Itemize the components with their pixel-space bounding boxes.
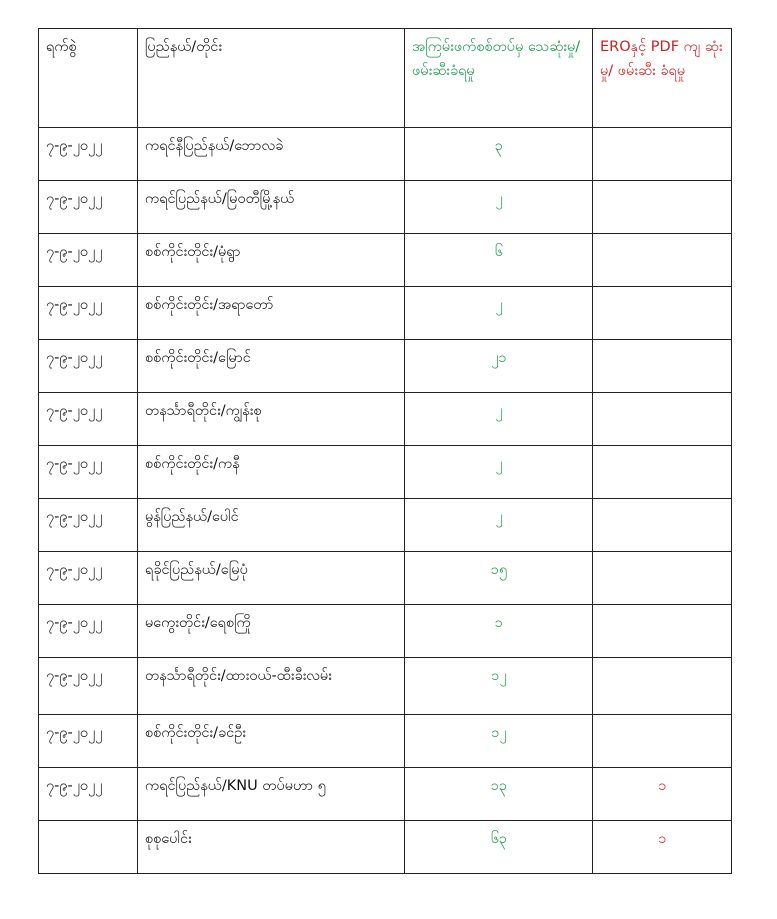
row-place: မွန်ပြည်နယ်/ပေါင်	[138, 499, 405, 552]
header-place: ပြည်နယ်/တိုင်း	[138, 29, 405, 128]
total-military-count: ၆၃	[405, 821, 593, 874]
row-military-count: ၁၂	[405, 715, 593, 768]
row-place: ရခိုင်ပြည်နယ်/မြေပုံ	[138, 552, 405, 605]
row-date: ၇-၉-၂၀၂၂	[39, 658, 138, 715]
row-ero-pdf-count	[593, 605, 732, 658]
row-ero-pdf-count	[593, 715, 732, 768]
table-row	[39, 499, 732, 552]
header-military-casualties: အကြမ်းဖက်စစ်တပ်မှ သေဆုံးမှု/ ဖမ်းဆီးခံရမှု	[405, 29, 593, 128]
row-ero-pdf-count	[593, 499, 732, 552]
row-date: ၇-၉-၂၀၂၂	[39, 446, 138, 499]
row-ero-pdf-count	[593, 552, 732, 605]
row-date: ၇-၉-၂၀၂၂	[39, 234, 138, 287]
row-date: ၇-၉-၂၀၂၂	[39, 287, 138, 340]
row-ero-pdf-count	[593, 340, 732, 393]
header-ero-pdf-casualties: EROနှင့် PDF ကျ ဆုံးမှု/ ဖမ်းဆီး ခံရမှု	[593, 29, 732, 128]
row-date: ၇-၉-၂၀၂၂	[39, 715, 138, 768]
casualty-report-table	[38, 28, 732, 874]
row-military-count: ၃	[405, 128, 593, 181]
row-place: စစ်ကိုင်းတိုင်း/ကနီ	[138, 446, 405, 499]
row-place: စစ်ကိုင်းတိုင်း/ခင်ဦး	[138, 715, 405, 768]
row-ero-pdf-count	[593, 287, 732, 340]
table-row	[39, 768, 732, 821]
row-military-count: ၁၃	[405, 768, 593, 821]
table-row	[39, 658, 732, 715]
row-date: ၇-၉-၂၀၂၂	[39, 552, 138, 605]
row-military-count: ၁၅	[405, 552, 593, 605]
total-ero-pdf-count: ၁	[593, 821, 732, 874]
row-place: ကရင်ပြည်နယ်/KNU တပ်မဟာ ၅	[138, 768, 405, 821]
header-row	[39, 29, 732, 128]
table-row	[39, 340, 732, 393]
row-place: စစ်ကိုင်းတိုင်း/အရာတော်	[138, 287, 405, 340]
row-date: ၇-၉-၂၀၂၂	[39, 340, 138, 393]
row-place: မကွေးတိုင်း/ရေစကြို	[138, 605, 405, 658]
row-ero-pdf-count	[593, 234, 732, 287]
row-date: ၇-၉-၂၀၂၂	[39, 393, 138, 446]
row-military-count: ၂	[405, 446, 593, 499]
row-place: တနင်္သာရီတိုင်း/ကျွန်းစု	[138, 393, 405, 446]
row-military-count: ၂၁	[405, 340, 593, 393]
table-row	[39, 234, 732, 287]
row-place: စစ်ကိုင်းတိုင်း/မြောင်	[138, 340, 405, 393]
row-ero-pdf-count	[593, 393, 732, 446]
row-ero-pdf-count	[593, 181, 732, 234]
row-ero-pdf-count	[593, 446, 732, 499]
total-date	[39, 821, 138, 874]
row-military-count: ၁၂	[405, 658, 593, 715]
table-row	[39, 446, 732, 499]
row-date: ၇-၉-၂၀၂၂	[39, 499, 138, 552]
row-place: တနင်္သာရီတိုင်း/ထားဝယ်-ထီးခီးလမ်း	[138, 658, 405, 715]
row-military-count: ၂	[405, 287, 593, 340]
table-row	[39, 287, 732, 340]
row-ero-pdf-count	[593, 128, 732, 181]
row-military-count: ၆	[405, 234, 593, 287]
row-place: ကရင်ပြည်နယ်/မြဝတီမြို့နယ်	[138, 181, 405, 234]
table-row	[39, 128, 732, 181]
row-place: စစ်ကိုင်းတိုင်း/မုံရွာ	[138, 234, 405, 287]
row-place: ကရင်နီပြည်နယ်/ဘောလခဲ	[138, 128, 405, 181]
table-row	[39, 715, 732, 768]
row-military-count: ၂	[405, 393, 593, 446]
header-date: ရက်စွဲ	[39, 29, 138, 128]
row-military-count: ၁	[405, 605, 593, 658]
row-date: ၇-၉-၂၀၂၂	[39, 768, 138, 821]
table-row	[39, 552, 732, 605]
table-row	[39, 393, 732, 446]
table-row	[39, 605, 732, 658]
table-row	[39, 181, 732, 234]
row-date: ၇-၉-၂၀၂၂	[39, 181, 138, 234]
row-military-count: ၂	[405, 181, 593, 234]
row-date: ၇-၉-၂၀၂၂	[39, 605, 138, 658]
row-ero-pdf-count	[593, 658, 732, 715]
total-label: စုစုပေါင်း	[138, 821, 405, 874]
row-military-count: ၂	[405, 499, 593, 552]
row-ero-pdf-count: ၁	[593, 768, 732, 821]
row-date: ၇-၉-၂၀၂၂	[39, 128, 138, 181]
total-row	[39, 821, 732, 874]
